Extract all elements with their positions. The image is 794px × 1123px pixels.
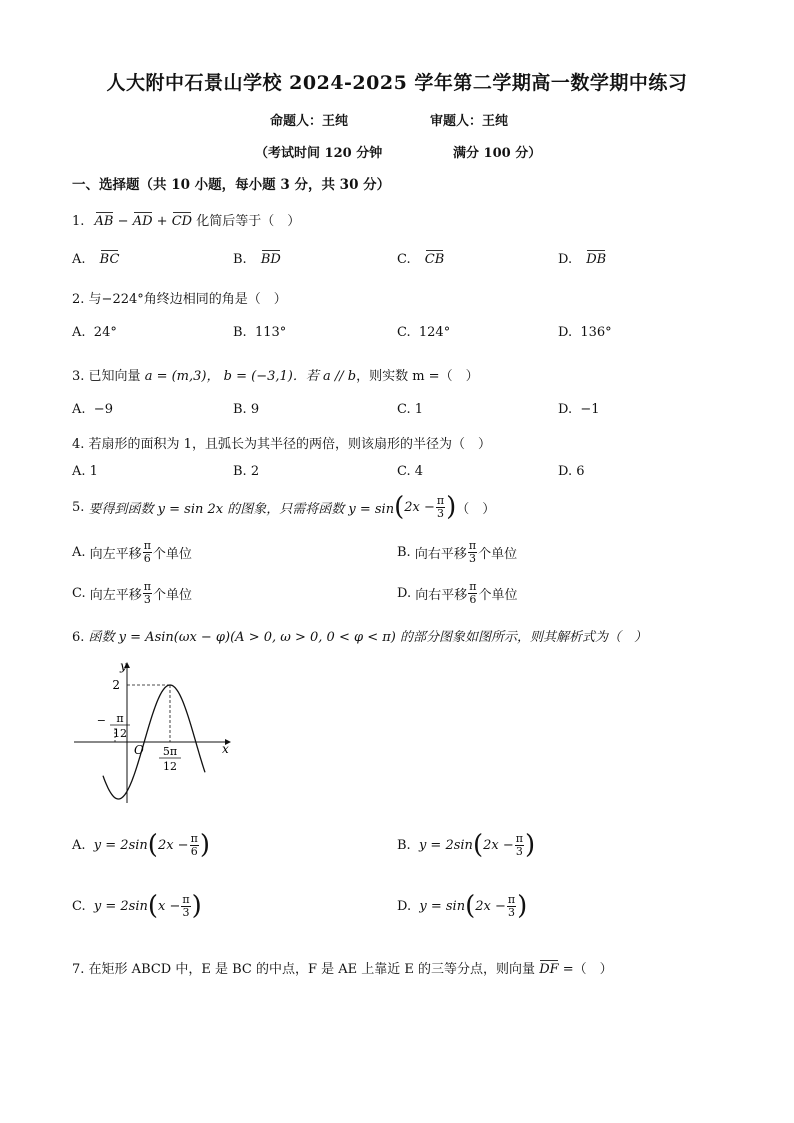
option-text: 向左平移 bbox=[89, 547, 142, 562]
q3-option-c[interactable] bbox=[397, 402, 423, 417]
q3-option-a[interactable] bbox=[72, 402, 113, 417]
q3-option-d[interactable] bbox=[558, 402, 600, 417]
x-axis-label: x bbox=[222, 742, 229, 756]
left-paren: ( bbox=[147, 891, 159, 921]
option-text: BD bbox=[260, 252, 281, 267]
option-text: 向右平移 bbox=[414, 547, 467, 562]
q2-option-c[interactable] bbox=[397, 325, 450, 340]
right-paren: ) bbox=[191, 891, 202, 921]
left-paren: ( bbox=[147, 830, 158, 860]
q4-option-d[interactable] bbox=[558, 464, 585, 479]
option-text: 113° bbox=[254, 325, 287, 340]
option-fraction bbox=[190, 833, 199, 858]
fraction-den: 6 bbox=[190, 844, 198, 858]
option-label: A. bbox=[72, 325, 86, 340]
option-text: 9 bbox=[250, 402, 260, 417]
option-text: y = 2sin bbox=[418, 837, 473, 853]
option-label: D. bbox=[558, 402, 573, 417]
option-tail: 个单位 bbox=[153, 588, 193, 603]
q1-expression bbox=[95, 214, 197, 229]
option-text: BC bbox=[99, 252, 120, 267]
option-label: B. bbox=[233, 252, 247, 267]
right-paren: ) bbox=[524, 830, 536, 860]
option-label: B. bbox=[233, 464, 247, 479]
left-paren: ( bbox=[472, 830, 484, 860]
option-fraction bbox=[468, 581, 477, 606]
right-paren: ) bbox=[446, 492, 457, 522]
q3-vector-b: b = (−3,1)．若 bbox=[223, 369, 319, 384]
option-label: A. bbox=[72, 837, 86, 853]
option-inner: 2x − bbox=[157, 837, 189, 853]
q4-option-a[interactable] bbox=[72, 464, 98, 479]
sine-graph bbox=[70, 658, 240, 808]
q1-number: 1. bbox=[72, 214, 85, 229]
option-fraction bbox=[143, 581, 152, 606]
question-7 bbox=[72, 958, 613, 977]
option-label: A. bbox=[72, 252, 86, 267]
option-text: −9 bbox=[93, 402, 113, 417]
option-text: 6 bbox=[576, 464, 585, 479]
fraction-den: 3 bbox=[143, 593, 151, 606]
q4-stem: 若扇形的面积为 1，且弧长为其半径的两倍，则该扇形的半径为（ ） bbox=[88, 437, 491, 452]
operator-minus: − bbox=[117, 214, 129, 229]
q7-stem-a: 在矩形 ABCD 中，E 是 BC 的中点，F 是 AE 上靠近 E 的三等分点，则向量 bbox=[88, 962, 536, 977]
vector-ad: AD bbox=[132, 214, 153, 229]
option-fraction bbox=[515, 833, 524, 858]
q5-option-a[interactable] bbox=[72, 540, 192, 565]
option-inner: 2x − bbox=[483, 837, 514, 853]
option-text: y = sin bbox=[419, 898, 466, 914]
option-text: DB bbox=[586, 252, 607, 267]
q2-option-b[interactable] bbox=[233, 325, 286, 340]
q3-stem-a: 已知向量 bbox=[88, 369, 141, 384]
q3-vector-a: a = (m,3)， bbox=[144, 369, 220, 384]
option-text: 1 bbox=[414, 402, 424, 417]
option-label: C. bbox=[397, 402, 411, 417]
origin-label: O bbox=[134, 743, 144, 757]
option-label: B. bbox=[397, 837, 411, 853]
option-label: C. bbox=[397, 325, 411, 340]
option-text: 1 bbox=[89, 464, 98, 479]
q4-number: 4. bbox=[72, 437, 85, 452]
right-mark-den: 12 bbox=[163, 760, 177, 773]
q6-option-a[interactable] bbox=[72, 832, 210, 858]
question-2 bbox=[72, 288, 287, 307]
question-4 bbox=[72, 433, 491, 452]
q6-option-b[interactable] bbox=[397, 832, 535, 858]
option-inner: 2x − bbox=[475, 898, 506, 914]
q6-option-d[interactable] bbox=[397, 893, 527, 919]
option-label: A. bbox=[72, 402, 86, 417]
option-label: B. bbox=[233, 325, 247, 340]
q3-option-b[interactable] bbox=[233, 402, 259, 417]
right-paren: ) bbox=[199, 830, 210, 860]
option-text: CB bbox=[424, 252, 445, 267]
q6-stem: 函数 y = Asin(ωx − φ)(A > 0, ω > 0, 0 < φ < π) 的部分图象如图所示，则其解析式为（ ） bbox=[88, 630, 647, 645]
vector-df: DF bbox=[539, 962, 559, 977]
option-label: B. bbox=[397, 545, 411, 560]
fraction-den: 6 bbox=[143, 552, 151, 565]
option-text: 136° bbox=[580, 325, 612, 340]
left-mark-den: 12 bbox=[113, 727, 127, 740]
option-text: 124° bbox=[418, 325, 451, 340]
option-text: 向左平移 bbox=[89, 588, 142, 603]
option-text: y = 2sin bbox=[93, 898, 148, 914]
q4-option-b[interactable] bbox=[233, 464, 259, 479]
section-title: 一、选择题（共 10 小题，每小题 3 分，共 30 分） bbox=[72, 177, 391, 193]
q7-number: 7. bbox=[72, 962, 85, 977]
q1-option-b[interactable] bbox=[233, 252, 281, 267]
q5-option-b[interactable] bbox=[397, 540, 517, 565]
q5-inner: 2x − bbox=[404, 499, 435, 515]
option-inner: x − bbox=[158, 898, 181, 914]
right-mark-num: 5π bbox=[162, 745, 178, 758]
option-label: A. bbox=[72, 464, 86, 479]
option-text: 4 bbox=[414, 464, 424, 479]
q6-number: 6. bbox=[72, 630, 85, 645]
reviewer-text: 审题人：王纯 bbox=[430, 114, 509, 129]
fraction-den: 6 bbox=[469, 593, 477, 606]
option-tail: 个单位 bbox=[478, 547, 518, 562]
option-label: C. bbox=[72, 898, 86, 914]
q5-fraction bbox=[436, 495, 445, 520]
option-text: 向右平移 bbox=[415, 588, 468, 603]
option-tail: 个单位 bbox=[152, 547, 192, 562]
fraction-den: 3 bbox=[182, 905, 190, 919]
left-mark-sign: − bbox=[96, 714, 106, 727]
option-label: D. bbox=[397, 898, 412, 914]
right-paren: ) bbox=[517, 891, 528, 921]
fraction-num: π bbox=[507, 892, 516, 906]
option-fraction bbox=[507, 894, 516, 919]
option-label: C. bbox=[72, 586, 86, 601]
fraction-num: π bbox=[515, 831, 523, 845]
option-label: D. bbox=[558, 325, 573, 340]
option-text: 24° bbox=[93, 325, 117, 340]
option-tail: 个单位 bbox=[478, 588, 518, 603]
q2-option-d[interactable] bbox=[558, 325, 612, 340]
q6-option-c[interactable] bbox=[72, 893, 202, 919]
fraction-den: 3 bbox=[507, 905, 515, 919]
q5-stem-a: 要得到函数 y = sin 2x 的图象，只需将函数 y = sin bbox=[88, 501, 395, 517]
q1-option-d[interactable] bbox=[558, 252, 606, 267]
q5-option-d[interactable] bbox=[397, 581, 518, 606]
question-5 bbox=[72, 494, 495, 520]
vector-ab: AB bbox=[94, 214, 114, 229]
question-1 bbox=[72, 210, 300, 229]
option-label: D. bbox=[558, 464, 573, 479]
q3-stem-e: ，则实数 m =（ ） bbox=[356, 369, 479, 384]
fraction-num: π bbox=[190, 831, 198, 845]
q1-tail: 化简后等于（ ） bbox=[196, 214, 301, 229]
q2-stem: 与−224°角终边相同的角是（ ） bbox=[88, 292, 287, 307]
fraction-den: 3 bbox=[515, 844, 523, 858]
q2-option-a[interactable] bbox=[72, 325, 117, 340]
option-label: D. bbox=[558, 252, 573, 267]
y-max-label: 2 bbox=[112, 678, 120, 692]
q5-stem-b: （ ） bbox=[456, 501, 496, 517]
option-text: −1 bbox=[580, 402, 600, 417]
y-axis-label: y bbox=[120, 659, 127, 673]
question-3 bbox=[72, 365, 479, 384]
operator-plus: + bbox=[156, 214, 168, 229]
option-label: C. bbox=[397, 252, 411, 267]
fraction-num: π bbox=[469, 580, 477, 593]
q4-option-c[interactable] bbox=[397, 464, 423, 479]
setter-text: 命题人：王纯 bbox=[270, 114, 349, 129]
q5-option-c[interactable] bbox=[72, 581, 192, 606]
vector-cd: CD bbox=[171, 214, 193, 229]
option-fraction bbox=[143, 540, 152, 565]
q3-parallel: a // b bbox=[322, 369, 357, 384]
option-label: A. bbox=[72, 545, 86, 560]
left-paren: ( bbox=[394, 492, 405, 522]
option-text: 2 bbox=[250, 464, 260, 479]
fraction-num: π bbox=[436, 493, 445, 507]
question-6 bbox=[72, 626, 647, 645]
fraction-num: π bbox=[143, 580, 152, 593]
full-score: 满分 100 分） bbox=[453, 146, 542, 161]
page-title: 人大附中石景山学校 2024-2025 学年第二学期高一数学期中练习 bbox=[106, 72, 688, 94]
q5-number: 5. bbox=[72, 499, 85, 515]
q1-option-c[interactable] bbox=[397, 252, 444, 267]
fraction-num: π bbox=[143, 539, 151, 552]
option-label: B. bbox=[233, 402, 247, 417]
fraction-den: 3 bbox=[468, 552, 476, 565]
option-text: y = 2sin bbox=[93, 837, 148, 853]
fraction-num: π bbox=[468, 539, 477, 552]
q7-stem-c: =（ ） bbox=[562, 962, 613, 977]
exam-time: （考试时间 120 分钟 bbox=[255, 146, 383, 161]
left-paren: ( bbox=[465, 891, 476, 921]
q2-number: 2. bbox=[72, 292, 85, 307]
left-mark-num: π bbox=[116, 712, 124, 725]
fraction-den: 3 bbox=[437, 506, 444, 520]
q3-number: 3. bbox=[72, 369, 85, 384]
option-fraction bbox=[468, 540, 477, 565]
q1-option-a[interactable] bbox=[72, 252, 119, 267]
option-fraction bbox=[181, 894, 190, 919]
option-label: D. bbox=[397, 586, 412, 601]
fraction-num: π bbox=[182, 892, 190, 906]
option-label: C. bbox=[397, 464, 411, 479]
